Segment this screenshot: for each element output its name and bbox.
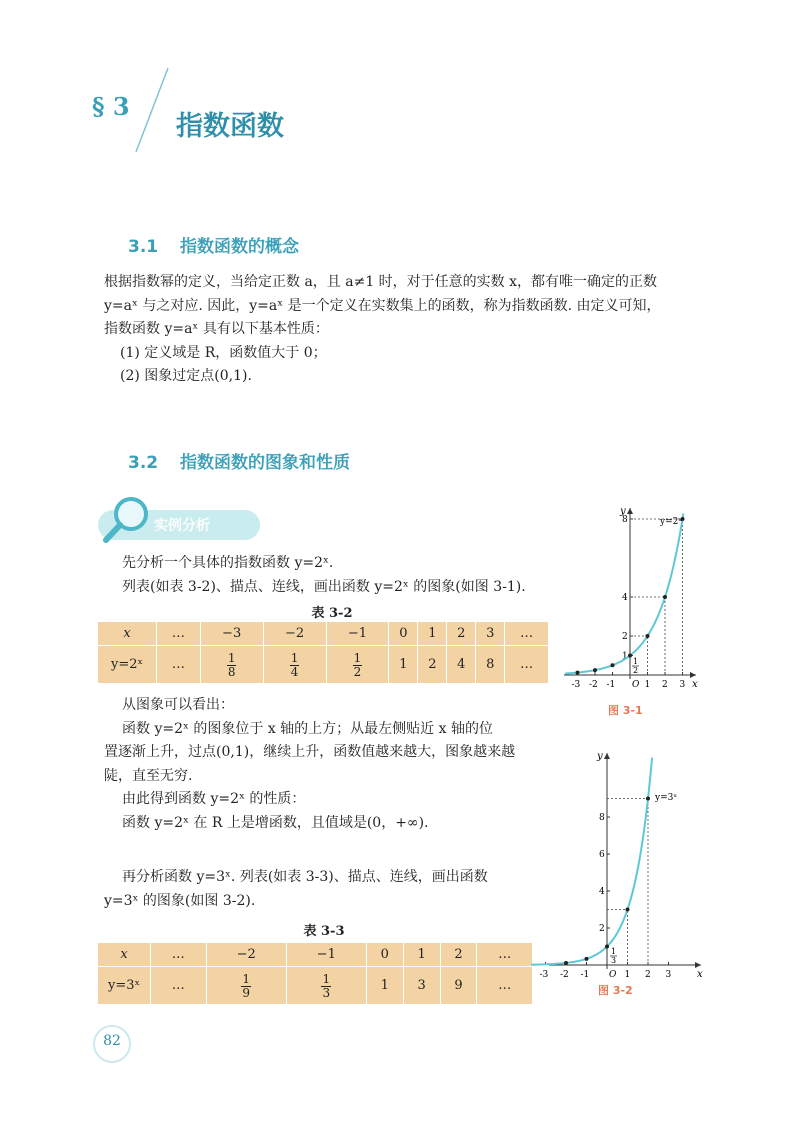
property-item: (1) 定义域是 R，函数值大于 0； xyxy=(120,344,327,361)
figure-caption: 图 3-1 xyxy=(608,704,643,717)
section-number: § 3 xyxy=(92,92,130,121)
subsection-title: 指数函数的概念 xyxy=(180,237,299,257)
y-tick-label: 2 xyxy=(622,632,628,642)
data-point xyxy=(564,961,568,965)
section-title: 指数函数 xyxy=(176,111,284,142)
fraction: $\frac{1}{2}$ xyxy=(353,650,362,679)
subsection-title: 指数函数的图象和性质 xyxy=(180,453,350,473)
fraction-numerator: 1 xyxy=(611,947,617,956)
y-tick-label: 4 xyxy=(599,887,605,897)
table-cell xyxy=(263,646,326,684)
values-table-3-3 xyxy=(97,942,533,1005)
table-cell xyxy=(326,646,389,684)
table-cell: … xyxy=(151,967,207,1005)
figure-3-2-graph xyxy=(539,745,705,980)
table-cell: 8 xyxy=(476,646,505,684)
values-table-3-2 xyxy=(97,621,549,684)
y-tick-label: 2 xyxy=(599,924,605,934)
table-cell: 1 xyxy=(389,646,418,684)
table-cell: y=3ˣ xyxy=(98,967,151,1005)
fraction: $\frac{1}{4}$ xyxy=(290,650,299,679)
table-cell: … xyxy=(477,967,533,1005)
x-tick-label: 3 xyxy=(679,680,686,690)
text-line: 列表(如表 3-2)、描点、连线，画出函数 y=2ˣ 的图象(如图 3-1). xyxy=(122,578,526,595)
x-tick-label: -3 xyxy=(539,970,549,980)
data-point xyxy=(593,668,597,672)
y-tick-label: 8 xyxy=(599,813,605,823)
table-cell: −3 xyxy=(200,622,263,646)
function-curve xyxy=(531,758,652,965)
paragraph-definition xyxy=(104,271,724,389)
data-point xyxy=(628,654,632,658)
data-point xyxy=(663,595,667,599)
text-line: 置逐渐上升，过点(0,1)，继续上升，函数值越来越大，图象越来越 xyxy=(104,744,516,760)
table-cell: −1 xyxy=(326,622,389,646)
x-tick-label: 1 xyxy=(624,970,631,980)
subsection-number: 3.1 xyxy=(128,237,159,257)
x-axis-arrow xyxy=(690,672,696,678)
text-line: 再分析函数 y=3ˣ. 列表(如表 3-3)、描点、连线，画出函数 xyxy=(122,869,488,885)
text-line: 先分析一个具体的指数函数 y=2ˣ. xyxy=(122,555,334,571)
text-line: 陡，直至无穷. xyxy=(104,767,193,784)
fraction-denominator: 3 xyxy=(611,956,617,965)
page-number: 82 xyxy=(103,1033,121,1049)
property-item: (2) 图象过定点(0,1). xyxy=(120,368,252,384)
text-line: y=aˣ 与之对应. 因此，y=aˣ 是一个定义在实数集上的函数，称为指数函数. 由定义可知， xyxy=(104,297,661,314)
table-caption: 表 3-2 xyxy=(311,606,353,621)
curve-label: y=2ˣ xyxy=(660,517,683,527)
table-cell: 3 xyxy=(476,622,505,646)
table-cell: 9 xyxy=(440,967,477,1005)
x-tick-label: -1 xyxy=(580,970,590,980)
table-cell xyxy=(200,646,263,684)
table-cell: 0 xyxy=(366,943,403,967)
table-cell: 2 xyxy=(447,622,476,646)
paragraph-second-example xyxy=(104,866,544,913)
table-cell: y=2ˣ xyxy=(98,646,157,684)
paragraph-example-intro xyxy=(122,552,582,599)
text-line: 从图象可以看出： xyxy=(122,697,234,713)
table-cell: x xyxy=(98,622,157,646)
x-tick-label: 2 xyxy=(645,970,651,980)
table-cell: 2 xyxy=(418,646,447,684)
data-point xyxy=(585,957,589,961)
data-point xyxy=(626,908,630,912)
data-point xyxy=(646,797,650,801)
table-cell: 1 xyxy=(418,622,447,646)
y-axis-arrow xyxy=(627,508,633,514)
table-row xyxy=(98,967,533,1005)
table-cell: … xyxy=(157,646,201,684)
table-row xyxy=(98,622,549,646)
origin-label: O xyxy=(632,680,640,690)
table-cell xyxy=(206,967,286,1005)
table-cell: … xyxy=(477,943,533,967)
text-line: 函数 y=2ˣ 在 R 上是增函数，且值域是(0，+∞). xyxy=(122,814,429,831)
text-line: 指数函数 y=aˣ 具有以下基本性质： xyxy=(104,321,329,337)
x-tick-label: 2 xyxy=(662,680,668,690)
table-cell: 1 xyxy=(403,943,440,967)
table-cell: … xyxy=(505,622,549,646)
fraction: $\frac{1}{9}$ xyxy=(242,971,250,1000)
data-point xyxy=(605,945,609,949)
data-point xyxy=(576,671,580,675)
data-point xyxy=(611,663,615,667)
fraction-numerator: 1 xyxy=(633,657,639,666)
table-cell: −1 xyxy=(286,943,366,967)
fraction: $\frac{1}{3}$ xyxy=(322,971,331,1000)
paragraph-observations xyxy=(104,694,544,835)
table-cell: 1 xyxy=(366,967,403,1005)
table-cell: −2 xyxy=(206,943,286,967)
curve-label: y=3ˣ xyxy=(655,793,678,803)
fraction: $\frac{1}{8}$ xyxy=(227,650,236,679)
table-cell: 4 xyxy=(447,646,476,684)
text-line: 函数 y=2ˣ 的图象位于 x 轴的上方；从最左侧贴近 x 轴的位 xyxy=(122,720,493,737)
y-axis-label: y xyxy=(620,506,626,517)
table-cell xyxy=(286,967,366,1005)
x-axis-arrow xyxy=(695,962,701,968)
x-tick-label: -1 xyxy=(606,680,616,690)
subsection-number: 3.2 xyxy=(128,453,159,473)
y-axis-arrow xyxy=(604,753,610,759)
table-cell: −2 xyxy=(263,622,326,646)
table-cell: … xyxy=(151,943,207,967)
table-cell: x xyxy=(98,943,151,967)
y-tick-label: 1 xyxy=(622,651,628,662)
fraction-denominator: 2 xyxy=(633,666,639,675)
table-row xyxy=(98,943,533,967)
table-caption: 表 3-3 xyxy=(303,924,345,939)
x-tick-label: -2 xyxy=(589,680,598,690)
badge-label: 实例分析 xyxy=(154,518,210,534)
table-cell: 3 xyxy=(403,967,440,1005)
table-row xyxy=(98,646,549,684)
x-axis-label: x xyxy=(697,969,703,980)
y-axis-label: y xyxy=(597,751,603,762)
y-tick-label: 4 xyxy=(622,593,628,603)
x-tick-label: 1 xyxy=(644,680,651,690)
data-point xyxy=(646,634,650,638)
table-cell: 2 xyxy=(440,943,477,967)
figure-caption: 图 3-2 xyxy=(598,984,633,997)
table-cell: … xyxy=(157,622,201,646)
figure-3-1-graph xyxy=(560,500,700,695)
x-tick-label: -3 xyxy=(571,680,581,690)
x-tick-label: -2 xyxy=(560,970,569,980)
origin-label: O xyxy=(609,970,617,980)
text-line: y=3ˣ 的图象(如图 3-2). xyxy=(104,892,256,909)
text-line: 根据指数幂的定义，当给定正数 a，且 a≠1 时，对于任意的实数 x，都有唯一确定的正数 xyxy=(104,274,658,290)
table-cell: … xyxy=(505,646,549,684)
table-cell: 0 xyxy=(389,622,418,646)
subsection-heading-3-2 xyxy=(128,448,350,473)
text-line: 由此得到函数 y=2ˣ 的性质： xyxy=(122,791,306,807)
x-tick-label: 3 xyxy=(665,970,672,980)
y-tick-label: 6 xyxy=(599,850,605,860)
x-axis-label: x xyxy=(692,679,698,690)
y-tick-label: 8 xyxy=(622,515,628,525)
magnifier-icon xyxy=(98,492,156,550)
subsection-heading-3-1 xyxy=(128,232,299,257)
